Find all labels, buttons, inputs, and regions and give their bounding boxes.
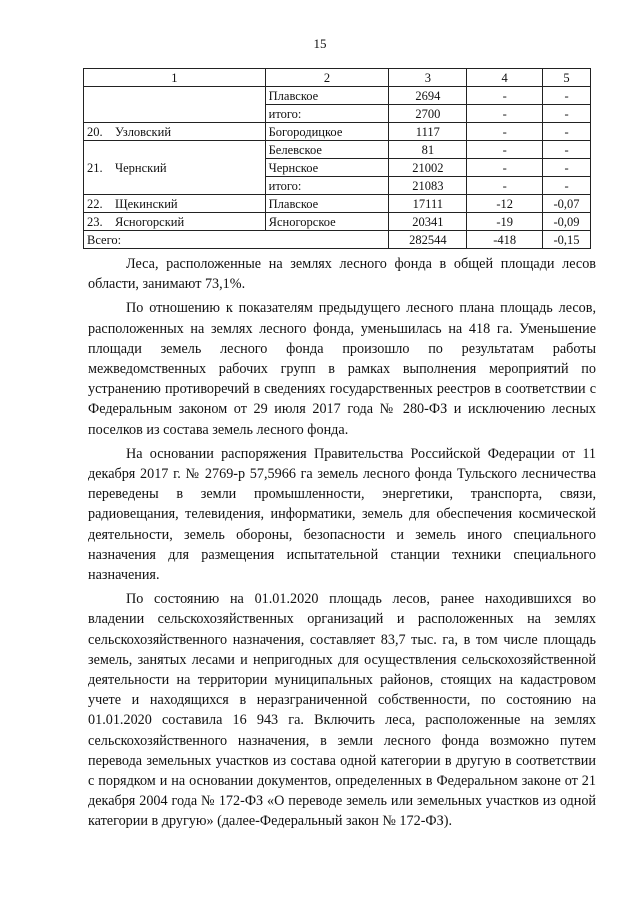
total-change: -418 xyxy=(467,231,543,249)
forestry-name: Плавское xyxy=(265,195,389,213)
forest-area: 21002 xyxy=(389,159,467,177)
page-number: 15 xyxy=(313,36,327,51)
area-change-percent: -0,09 xyxy=(543,213,591,231)
area-change: - xyxy=(467,159,543,177)
area-change: - xyxy=(467,105,543,123)
district-number: 23. xyxy=(87,214,103,229)
forestry-name: Ясногорское xyxy=(265,213,389,231)
column-header: 4 xyxy=(467,69,543,87)
area-change-percent: - xyxy=(543,87,591,105)
column-header: 1 xyxy=(84,69,266,87)
table-header-row xyxy=(84,69,591,87)
forest-area: 20341 xyxy=(389,213,467,231)
district-cell xyxy=(84,213,266,231)
table-row xyxy=(84,195,591,213)
district-cell xyxy=(84,141,266,195)
area-change-percent: - xyxy=(543,105,591,123)
area-change-percent: - xyxy=(543,123,591,141)
column-header: 5 xyxy=(543,69,591,87)
table-row xyxy=(84,141,591,159)
area-change-percent: - xyxy=(543,159,591,177)
forest-area: 2700 xyxy=(389,105,467,123)
area-change: -12 xyxy=(467,195,543,213)
district-name: Чернский xyxy=(115,160,167,175)
paragraph: Леса, расположенные на землях лесного фонда в общей площади лесов области, занимают 73,1%. xyxy=(88,256,596,293)
forestry-name: Чернское xyxy=(265,159,389,177)
area-change: - xyxy=(467,123,543,141)
table-total-row xyxy=(84,231,591,249)
district-number: 22. xyxy=(87,196,103,211)
area-change-percent: - xyxy=(543,177,591,195)
area-change: - xyxy=(467,177,543,195)
body-text xyxy=(88,254,596,836)
district-cell xyxy=(84,195,266,213)
district-name: Щекинский xyxy=(115,196,178,211)
forest-area: 21083 xyxy=(389,177,467,195)
table-body xyxy=(84,87,591,231)
total-label: Всего: xyxy=(84,231,389,249)
district-name: Узловский xyxy=(115,124,172,139)
paragraph: По отношению к показателям предыдущего лесного плана площадь лесов, расположенных на землях лесного фонда, уменьшилась на 418 га. Уменьшение площади земель лесного фонда произошло по результатам работы межведомственных рабочих групп в рамках выполнения мероприятий по устранению противоречий в сведениях государственных реестров в соответствии с Федеральным законом от 29 июля 2017 года № 280-ФЗ и исключению лесных поселков из состава земель лесного фонда. xyxy=(88,300,596,438)
district-name: Ясногорский xyxy=(115,214,185,229)
forest-area: 81 xyxy=(389,141,467,159)
forest-area: 2694 xyxy=(389,87,467,105)
forestry-name: Плавское xyxy=(265,87,389,105)
table-row xyxy=(84,213,591,231)
forestry-name: Богородицкое xyxy=(265,123,389,141)
forestry-name: Белевское xyxy=(265,141,389,159)
forestry-name: итого: xyxy=(265,177,389,195)
forestry-name: итого: xyxy=(265,105,389,123)
district-cell xyxy=(84,87,266,123)
table-row xyxy=(84,87,591,105)
area-change-percent: -0,07 xyxy=(543,195,591,213)
area-change: - xyxy=(467,87,543,105)
paragraph: По состоянию на 01.01.2020 площадь лесов, ранее находившихся во владении сельскохозяйственных организаций и расположенных на землях сельскохозяйственного назначения, составляет 83,7 тыс. га, в том числе площадь земель, занятых лесами и непригодных для осуществления сельскохозяйственной деятельности на территории муниципальных районов, стоящих на кадастровом учете и находящихся в неразграниченной собственности, по состоянию на 01.01.2020 составила 16 943 га. Включить леса, расположенные на землях сельскохозяйственного назначения, в земли лесного фонда возможно путем перевода земельных участков из состава одной категории в другую в соответствии с порядком и на основании документов, определенных в Федеральном законе от 21 декабря 2004 года № 172-ФЗ «О переводе земель или земельных участков из одной категории в другую» (далее-Федеральный закон № 172-ФЗ). xyxy=(88,591,596,830)
table-row xyxy=(84,123,591,141)
district-number: 21. xyxy=(87,160,103,175)
total-area: 282544 xyxy=(389,231,467,249)
area-change: -19 xyxy=(467,213,543,231)
paragraph: На основании распоряжения Правительства Российской Федерации от 11 декабря 2017 г. № 2769-р 57,5966 га земель лесного фонда Тульского лесничества переведены в земли промышленности, энергетики, транспорта, связи, радиовещания, телевидения, информатики, земель для обеспечения космической деятельности, земель обороны, безопасности и земель иного специального назначения для размещения испытательной станции техники специального назначения. xyxy=(88,445,596,584)
column-header: 3 xyxy=(389,69,467,87)
forest-area: 1117 xyxy=(389,123,467,141)
district-cell xyxy=(84,123,266,141)
forest-area: 17111 xyxy=(389,195,467,213)
area-change-percent: - xyxy=(543,141,591,159)
area-change: - xyxy=(467,141,543,159)
total-percent: -0,15 xyxy=(543,231,591,249)
district-number: 20. xyxy=(87,124,103,139)
forest-area-table xyxy=(83,68,591,249)
column-header: 2 xyxy=(265,69,389,87)
